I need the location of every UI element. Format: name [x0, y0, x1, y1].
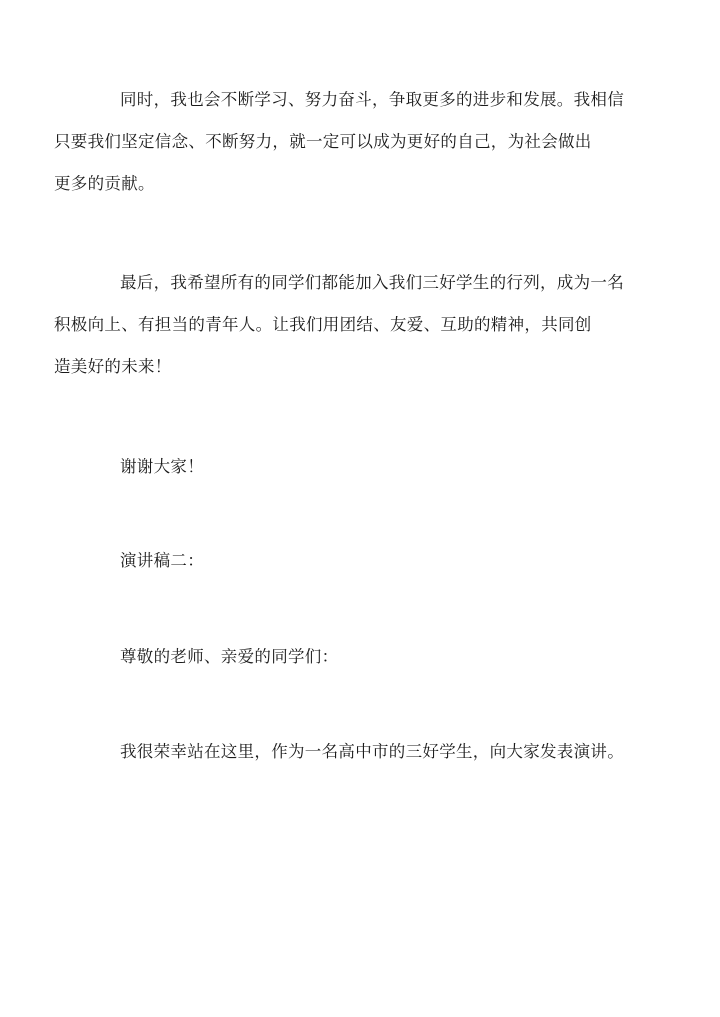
text-line: 最后，我希望所有的同学们都能加入我们三好学生的行列，成为一名 — [120, 273, 624, 292]
section-heading-speech-two — [87, 540, 632, 582]
text-line: 积极向上、有担当的青年人。让我们用团结、友爱、互助的精神，共同创 — [54, 315, 592, 334]
text-line: 造美好的未来！ — [54, 357, 172, 376]
paragraph-closing-wish — [54, 262, 632, 388]
paragraph-commitment — [54, 79, 632, 205]
paragraph-salutation — [87, 636, 632, 678]
text-line: 我很荣幸站在这里，作为一名高中市的三好学生，向大家发表演讲。 — [120, 742, 624, 761]
text-line: 更多的贡献。 — [54, 174, 155, 193]
text-line: 谢谢大家！ — [120, 457, 204, 476]
text-line: 只要我们坚定信念、不断努力，就一定可以成为更好的自己，为社会做出 — [54, 132, 592, 151]
paragraph-thanks — [87, 446, 632, 488]
text-line: 尊敬的老师、亲爱的同学们： — [120, 647, 339, 666]
paragraph-opening — [87, 731, 632, 773]
text-line: 演讲稿二： — [120, 551, 204, 570]
text-line: 同时，我也会不断学习、努力奋斗，争取更多的进步和发展。我相信 — [120, 90, 624, 109]
